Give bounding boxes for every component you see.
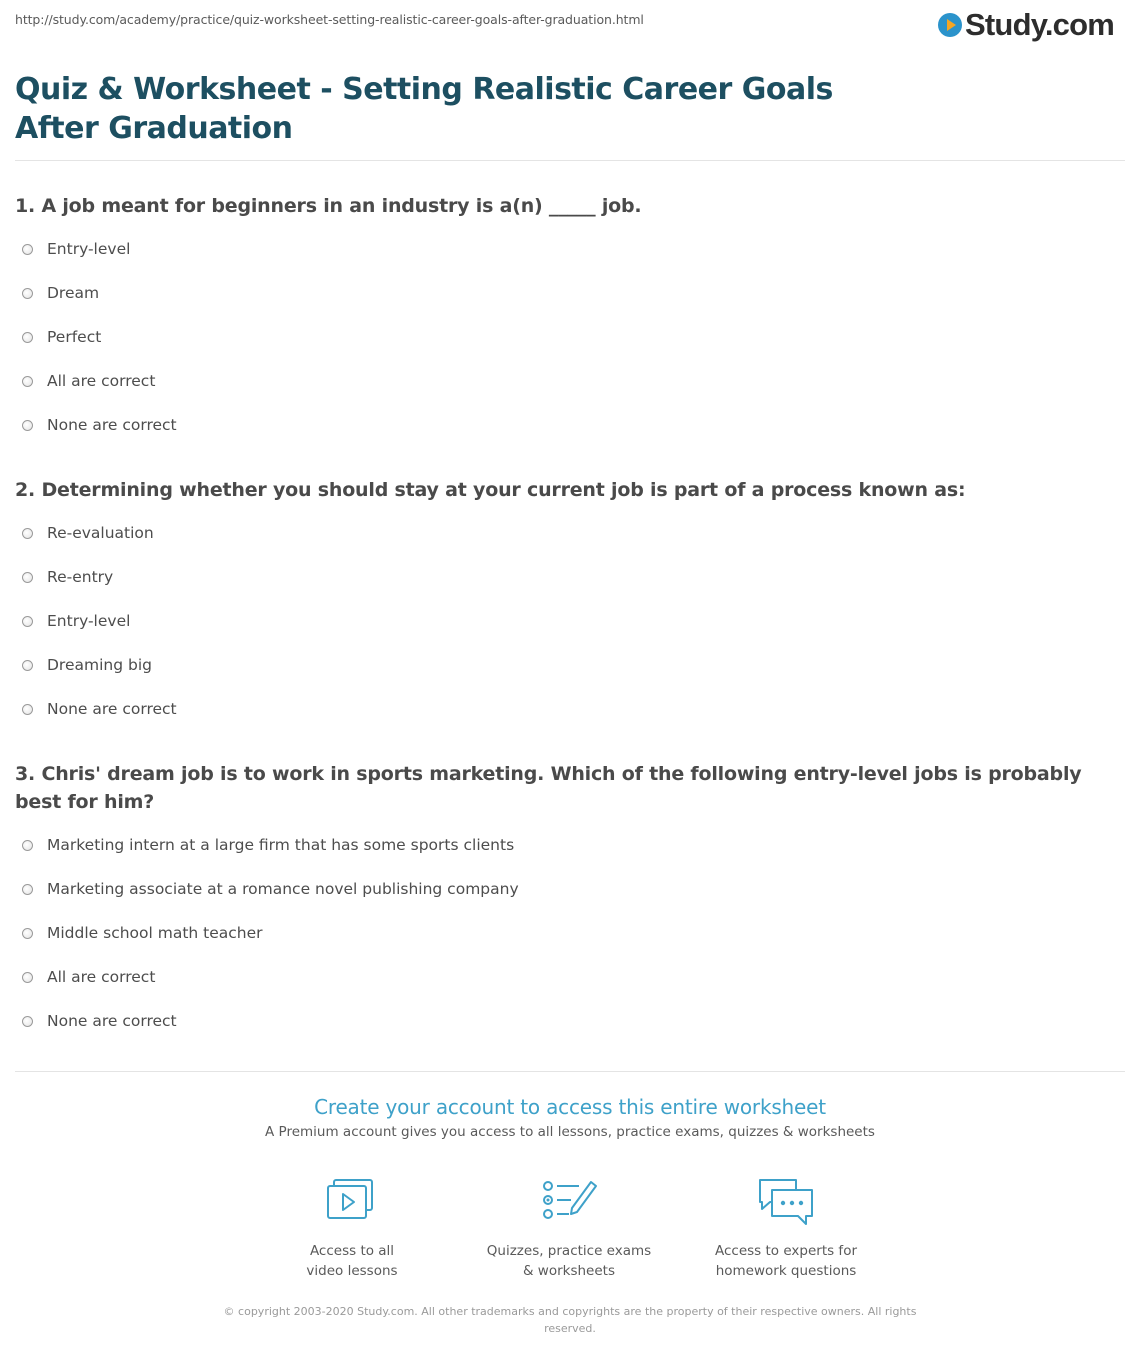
radio-button[interactable] (22, 840, 33, 851)
feature-label-line2: homework questions (715, 1263, 857, 1279)
radio-button[interactable] (22, 528, 33, 539)
answer-option[interactable] (22, 699, 177, 743)
question-3-answers (22, 835, 519, 1055)
play-circle-icon (938, 13, 962, 37)
answer-option[interactable] (22, 1011, 519, 1055)
page-url: http://study.com/academy/practice/quiz-worksheet-setting-realistic-career-goals-after-graduation.html (15, 12, 644, 27)
radio-button[interactable] (22, 420, 33, 431)
radio-button[interactable] (22, 884, 33, 895)
feature-label-line2: video lessons (306, 1263, 398, 1279)
feature-label-line1: Access to all (309, 1243, 395, 1259)
answer-option[interactable] (22, 879, 519, 923)
question-1: 1. A job meant for beginners in an industry is a(n) _____ job. (15, 195, 642, 217)
question-2: 2. Determining whether you should stay at your current job is part of a process known as: (15, 479, 966, 501)
answer-label: Marketing associate at a romance novel publishing company (47, 880, 519, 898)
chat-bubbles-icon (756, 1176, 816, 1230)
quiz-list-icon (539, 1176, 599, 1230)
answer-option[interactable] (22, 923, 519, 967)
radio-button[interactable] (22, 928, 33, 939)
radio-button[interactable] (22, 660, 33, 671)
feature-quizzes (469, 1176, 669, 1281)
question-1-answers (22, 239, 177, 459)
answer-option[interactable] (22, 655, 177, 699)
feature-label-line2: & worksheets (522, 1263, 615, 1279)
radio-button[interactable] (22, 972, 33, 983)
radio-button[interactable] (22, 704, 33, 715)
answer-label: Dream (47, 284, 100, 302)
question-2-answers (22, 523, 177, 743)
feature-experts (686, 1176, 886, 1281)
feature-label-line1: Access to experts for (714, 1243, 857, 1259)
answer-label: All are correct (47, 372, 156, 390)
cta-divider (15, 1071, 1125, 1072)
answer-label: Entry-level (47, 240, 131, 258)
radio-button[interactable] (22, 376, 33, 387)
answer-option[interactable] (22, 371, 177, 415)
feature-label-line1: Quizzes, practice exams (486, 1243, 652, 1259)
title-divider (15, 160, 1125, 161)
answer-label: Marketing intern at a large firm that has some sports clients (47, 836, 515, 854)
answer-label: Perfect (47, 328, 102, 346)
answer-option[interactable] (22, 523, 177, 567)
premium-description: A Premium account gives you access to all lessons, practice exams, quizzes & worksheets (265, 1124, 875, 1140)
answer-label: Re-entry (47, 568, 114, 586)
page-title: Quiz & Worksheet - Setting Realistic Career Goals After Graduation (15, 72, 833, 146)
feature-video-lessons (252, 1176, 452, 1281)
create-account-link[interactable]: Create your account to access this entire worksheet (314, 1095, 826, 1119)
answer-option[interactable] (22, 567, 177, 611)
answer-option[interactable] (22, 835, 519, 879)
video-lessons-icon (322, 1176, 382, 1230)
answer-label: All are correct (47, 968, 156, 986)
radio-button[interactable] (22, 244, 33, 255)
study-logo[interactable] (938, 8, 1114, 42)
answer-label: None are correct (47, 416, 177, 434)
answer-label: Middle school math teacher (47, 924, 263, 942)
question-3: 3. Chris' dream job is to work in sports marketing. Which of the following entry-level jobs is probably best for him? (15, 763, 1082, 813)
copyright-notice (0, 1303, 1140, 1337)
answer-label: None are correct (47, 1012, 177, 1030)
answer-option[interactable] (22, 327, 177, 371)
radio-button[interactable] (22, 572, 33, 583)
answer-option[interactable] (22, 967, 519, 1011)
answer-label: Re-evaluation (47, 524, 154, 542)
answer-label: None are correct (47, 700, 177, 718)
radio-button[interactable] (22, 332, 33, 343)
answer-option[interactable] (22, 239, 177, 283)
answer-label: Entry-level (47, 612, 131, 630)
copyright-text: © copyright 2003-2020 Study.com. All other trademarks and copyrights are the property of their respective owners. All rights reserved. (223, 1305, 917, 1335)
radio-button[interactable] (22, 1016, 33, 1027)
answer-label: Dreaming big (47, 656, 152, 674)
answer-option[interactable] (22, 415, 177, 459)
answer-option[interactable] (22, 283, 177, 327)
radio-button[interactable] (22, 616, 33, 627)
logo-text: Study.com (965, 7, 1114, 42)
answer-option[interactable] (22, 611, 177, 655)
radio-button[interactable] (22, 288, 33, 299)
